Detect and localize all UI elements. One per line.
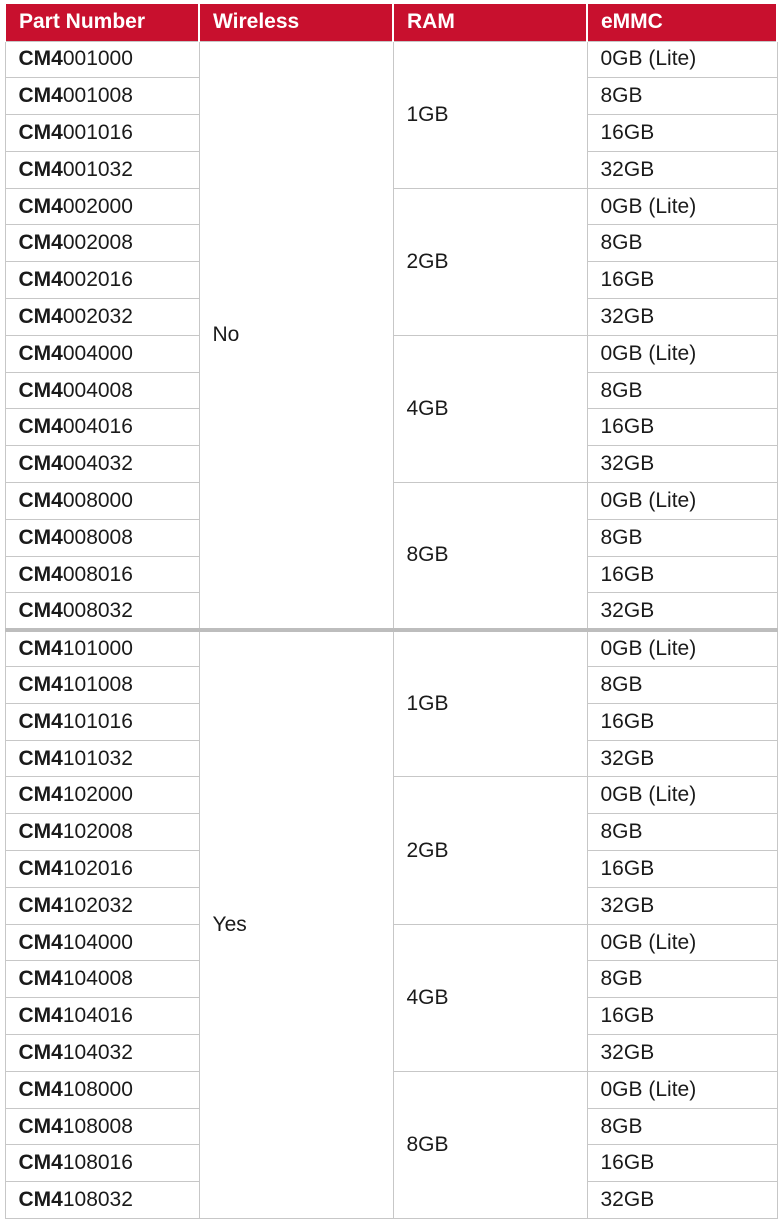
ram-cell: 1GB bbox=[393, 630, 587, 777]
header-ram: RAM bbox=[393, 4, 587, 41]
emmc-cell: 32GB bbox=[587, 740, 777, 777]
part-number-suffix: 104032 bbox=[62, 1040, 133, 1064]
ram-cell: 1GB bbox=[393, 41, 587, 188]
part-number-prefix: CM4 bbox=[18, 1077, 63, 1101]
emmc-cell: 16GB bbox=[587, 115, 777, 152]
emmc-cell: 0GB (Lite) bbox=[587, 483, 777, 520]
emmc-cell: 32GB bbox=[587, 299, 777, 336]
part-number-prefix: CM4 bbox=[18, 231, 63, 255]
part-number-prefix: CM4 bbox=[18, 709, 63, 733]
part-number-prefix: CM4 bbox=[18, 856, 63, 880]
part-number-suffix: 002032 bbox=[62, 304, 133, 328]
ram-cell: 2GB bbox=[393, 188, 587, 335]
part-number-cell bbox=[5, 446, 199, 483]
part-number-prefix: CM4 bbox=[18, 304, 63, 328]
emmc-cell: 0GB (Lite) bbox=[587, 630, 777, 667]
part-number-prefix: CM4 bbox=[18, 488, 63, 512]
part-number-cell bbox=[5, 814, 199, 851]
part-number-suffix: 101008 bbox=[62, 672, 133, 696]
part-number-suffix: 004016 bbox=[62, 415, 133, 439]
part-number-prefix: CM4 bbox=[18, 672, 63, 696]
part-number-suffix: 102016 bbox=[62, 856, 133, 880]
part-number-cell bbox=[5, 1035, 199, 1072]
part-number-prefix: CM4 bbox=[18, 120, 63, 144]
table-body bbox=[5, 41, 777, 1219]
part-number-prefix: CM4 bbox=[18, 194, 63, 218]
emmc-cell: 32GB bbox=[587, 1182, 777, 1219]
wireless-cell: No bbox=[199, 41, 393, 630]
part-number-cell bbox=[5, 556, 199, 593]
emmc-cell: 16GB bbox=[587, 262, 777, 299]
part-number-suffix: 101000 bbox=[62, 636, 133, 660]
emmc-cell: 8GB bbox=[587, 1108, 777, 1145]
part-number-suffix: 108000 bbox=[62, 1077, 133, 1101]
header-part-number: Part Number bbox=[5, 4, 199, 41]
part-number-cell bbox=[5, 151, 199, 188]
part-number-prefix: CM4 bbox=[18, 746, 63, 770]
part-number-suffix: 004032 bbox=[62, 452, 133, 476]
emmc-cell: 32GB bbox=[587, 1035, 777, 1072]
ram-cell: 4GB bbox=[393, 335, 587, 482]
emmc-cell: 0GB (Lite) bbox=[587, 924, 777, 961]
part-number-suffix: 001016 bbox=[62, 120, 133, 144]
part-number-suffix: 108008 bbox=[62, 1114, 133, 1138]
part-number-prefix: CM4 bbox=[18, 341, 63, 365]
part-number-cell bbox=[5, 1182, 199, 1219]
part-number-cell bbox=[5, 41, 199, 78]
part-number-cell bbox=[5, 998, 199, 1035]
part-number-suffix: 001032 bbox=[62, 157, 133, 181]
emmc-cell: 32GB bbox=[587, 151, 777, 188]
part-number-prefix: CM4 bbox=[18, 562, 63, 586]
part-number-cell bbox=[5, 262, 199, 299]
part-number-suffix: 001000 bbox=[62, 47, 133, 71]
part-number-prefix: CM4 bbox=[18, 893, 63, 917]
part-number-prefix: CM4 bbox=[18, 1151, 63, 1175]
part-number-cell bbox=[5, 630, 199, 667]
emmc-cell: 8GB bbox=[587, 519, 777, 556]
cm4-part-number-table bbox=[4, 4, 778, 1219]
part-number-prefix: CM4 bbox=[18, 1040, 63, 1064]
part-number-cell bbox=[5, 961, 199, 998]
part-number-suffix: 002000 bbox=[62, 194, 133, 218]
ram-cell: 8GB bbox=[393, 1071, 587, 1218]
part-number-cell bbox=[5, 851, 199, 888]
part-number-cell bbox=[5, 887, 199, 924]
part-number-cell bbox=[5, 703, 199, 740]
emmc-cell: 16GB bbox=[587, 556, 777, 593]
part-number-suffix: 002016 bbox=[62, 268, 133, 292]
part-number-prefix: CM4 bbox=[18, 783, 63, 807]
emmc-cell: 32GB bbox=[587, 593, 777, 630]
part-number-suffix: 104008 bbox=[62, 967, 133, 991]
emmc-cell: 32GB bbox=[587, 887, 777, 924]
part-number-prefix: CM4 bbox=[18, 268, 63, 292]
emmc-cell: 0GB (Lite) bbox=[587, 335, 777, 372]
emmc-cell: 8GB bbox=[587, 372, 777, 409]
part-number-cell bbox=[5, 115, 199, 152]
part-number-cell bbox=[5, 740, 199, 777]
part-number-suffix: 101032 bbox=[62, 746, 133, 770]
part-number-prefix: CM4 bbox=[18, 820, 63, 844]
emmc-cell: 16GB bbox=[587, 851, 777, 888]
part-number-prefix: CM4 bbox=[18, 415, 63, 439]
part-number-cell bbox=[5, 372, 199, 409]
part-number-cell bbox=[5, 335, 199, 372]
part-number-cell bbox=[5, 519, 199, 556]
table-row bbox=[5, 630, 777, 667]
part-number-cell bbox=[5, 78, 199, 115]
part-number-suffix: 102008 bbox=[62, 820, 133, 844]
part-number-cell bbox=[5, 1145, 199, 1182]
header-row bbox=[5, 4, 777, 41]
part-number-prefix: CM4 bbox=[18, 378, 63, 402]
table-header bbox=[5, 4, 777, 41]
emmc-cell: 8GB bbox=[587, 814, 777, 851]
part-number-suffix: 004000 bbox=[62, 341, 133, 365]
part-number-prefix: CM4 bbox=[18, 525, 63, 549]
part-number-prefix: CM4 bbox=[18, 1004, 63, 1028]
wireless-cell: Yes bbox=[199, 630, 393, 1219]
emmc-cell: 8GB bbox=[587, 667, 777, 704]
part-number-suffix: 008032 bbox=[62, 598, 133, 622]
part-number-cell bbox=[5, 188, 199, 225]
ram-cell: 4GB bbox=[393, 924, 587, 1071]
part-number-prefix: CM4 bbox=[18, 1188, 63, 1212]
emmc-cell: 16GB bbox=[587, 998, 777, 1035]
emmc-cell: 8GB bbox=[587, 961, 777, 998]
part-number-prefix: CM4 bbox=[18, 1114, 63, 1138]
part-number-suffix: 108032 bbox=[62, 1188, 133, 1212]
part-number-cell bbox=[5, 667, 199, 704]
emmc-cell: 8GB bbox=[587, 78, 777, 115]
part-number-suffix: 104016 bbox=[62, 1004, 133, 1028]
emmc-cell: 0GB (Lite) bbox=[587, 1071, 777, 1108]
emmc-cell: 0GB (Lite) bbox=[587, 41, 777, 78]
header-wireless: Wireless bbox=[199, 4, 393, 41]
emmc-cell: 32GB bbox=[587, 446, 777, 483]
part-number-cell bbox=[5, 1108, 199, 1145]
ram-cell: 2GB bbox=[393, 777, 587, 924]
part-number-suffix: 002008 bbox=[62, 231, 133, 255]
part-number-prefix: CM4 bbox=[18, 47, 63, 71]
part-number-cell bbox=[5, 593, 199, 630]
part-number-prefix: CM4 bbox=[18, 967, 63, 991]
part-number-cell bbox=[5, 299, 199, 336]
part-number-suffix: 108016 bbox=[62, 1151, 133, 1175]
emmc-cell: 16GB bbox=[587, 1145, 777, 1182]
part-number-prefix: CM4 bbox=[18, 930, 63, 954]
part-number-cell bbox=[5, 777, 199, 814]
emmc-cell: 16GB bbox=[587, 703, 777, 740]
part-number-suffix: 008000 bbox=[62, 488, 133, 512]
part-number-prefix: CM4 bbox=[18, 598, 63, 622]
part-number-cell bbox=[5, 225, 199, 262]
emmc-cell: 0GB (Lite) bbox=[587, 188, 777, 225]
part-number-suffix: 004008 bbox=[62, 378, 133, 402]
part-number-prefix: CM4 bbox=[18, 157, 63, 181]
emmc-cell: 0GB (Lite) bbox=[587, 777, 777, 814]
part-number-prefix: CM4 bbox=[18, 636, 63, 660]
part-number-cell bbox=[5, 483, 199, 520]
part-number-suffix: 102000 bbox=[62, 783, 133, 807]
emmc-cell: 8GB bbox=[587, 225, 777, 262]
table-row bbox=[5, 41, 777, 78]
ram-cell: 8GB bbox=[393, 483, 587, 630]
part-number-suffix: 102032 bbox=[62, 893, 133, 917]
part-number-cell bbox=[5, 409, 199, 446]
header-emmc: eMMC bbox=[587, 4, 777, 41]
part-number-suffix: 001008 bbox=[62, 84, 133, 108]
part-number-prefix: CM4 bbox=[18, 84, 63, 108]
part-number-suffix: 008008 bbox=[62, 525, 133, 549]
part-number-cell bbox=[5, 924, 199, 961]
part-number-suffix: 008016 bbox=[62, 562, 133, 586]
part-number-suffix: 101016 bbox=[62, 709, 133, 733]
part-number-suffix: 104000 bbox=[62, 930, 133, 954]
part-number-prefix: CM4 bbox=[18, 452, 63, 476]
emmc-cell: 16GB bbox=[587, 409, 777, 446]
part-number-cell bbox=[5, 1071, 199, 1108]
